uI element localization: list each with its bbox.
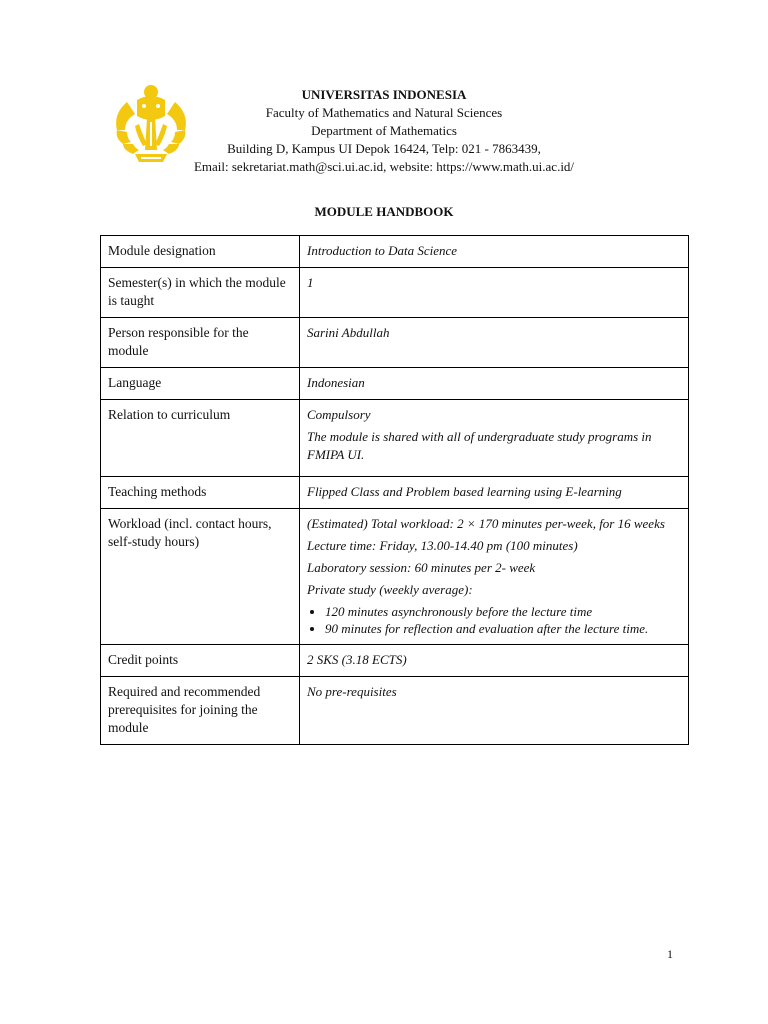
workload-lecture: Lecture time: Friday, 13.00-14.40 pm (100 minutes) bbox=[307, 538, 578, 553]
workload-total: (Estimated) Total workload: 2 × 170 minutes per-week, for 16 weeks bbox=[307, 516, 665, 531]
row-value: Indonesian bbox=[300, 368, 689, 400]
universitas-indonesia-logo bbox=[113, 84, 189, 164]
row-value: 1 bbox=[300, 268, 689, 318]
row-value bbox=[300, 509, 689, 645]
row-value: Sarini Abdullah bbox=[300, 318, 689, 368]
table-row bbox=[101, 318, 689, 368]
contact-line: Email: sekretariat.math@sci.ui.ac.id, website: https://www.math.ui.ac.id/ bbox=[193, 159, 575, 174]
list-item: • 90 minutes for reflection and evaluation after the lecture time. bbox=[325, 620, 681, 637]
workload-lab: Laboratory session: 60 minutes per 2- week bbox=[307, 560, 536, 575]
list-item: • 120 minutes asynchronously before the lecture time bbox=[325, 603, 681, 620]
table-row bbox=[101, 509, 689, 645]
row-label: Teaching methods bbox=[101, 477, 300, 509]
row-value bbox=[300, 400, 689, 477]
letterhead bbox=[193, 86, 575, 174]
table-row bbox=[101, 236, 689, 268]
row-value: 2 SKS (3.18 ECTS) bbox=[300, 645, 689, 677]
row-label: Relation to curriculum bbox=[101, 400, 300, 477]
document-title: MODULE HANDBOOK bbox=[314, 204, 454, 219]
table-row bbox=[101, 645, 689, 677]
workload-private: Private study (weekly average): bbox=[307, 582, 473, 597]
row-label: Semester(s) in which the module is taught bbox=[101, 268, 300, 318]
page-number: 1 bbox=[667, 947, 673, 961]
row-label: Person responsible for the module bbox=[101, 318, 300, 368]
row-label: Module designation bbox=[101, 236, 300, 268]
table-row bbox=[101, 477, 689, 509]
table-row bbox=[101, 400, 689, 477]
department-name: Department of Mathematics bbox=[311, 123, 457, 138]
table-row bbox=[101, 268, 689, 318]
row-label: Credit points bbox=[101, 645, 300, 677]
row-value: No pre-requisites bbox=[300, 677, 689, 745]
table-row bbox=[101, 677, 689, 745]
row-value: Flipped Class and Problem based learning using E-learning bbox=[300, 477, 689, 509]
workload-bullets bbox=[307, 603, 681, 637]
row-value: Introduction to Data Science bbox=[300, 236, 689, 268]
table-row bbox=[101, 368, 689, 400]
relation-status: Compulsory bbox=[307, 407, 371, 422]
relation-note: The module is shared with all of undergraduate study programs in FMIPA UI. bbox=[307, 429, 652, 462]
row-label: Required and recommended prerequisites for joining the module bbox=[101, 677, 300, 745]
row-label: Workload (incl. contact hours, self-study hours) bbox=[101, 509, 300, 645]
faculty-name: Faculty of Mathematics and Natural Sciences bbox=[265, 105, 503, 120]
module-table bbox=[100, 235, 689, 745]
row-label: Language bbox=[101, 368, 300, 400]
address-line: Building D, Kampus UI Depok 16424, Telp: 021 - 7863439, bbox=[227, 141, 541, 156]
university-name: UNIVERSITAS INDONESIA bbox=[301, 87, 467, 102]
